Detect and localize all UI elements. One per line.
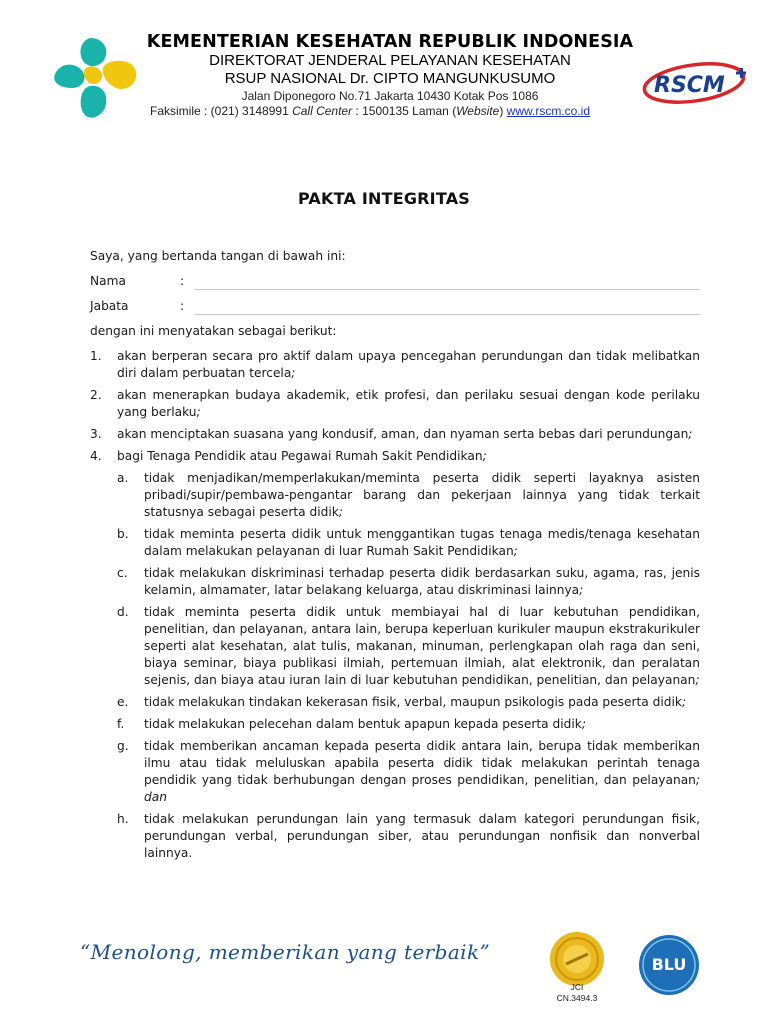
field-nama bbox=[90, 273, 700, 290]
item-number: 2. bbox=[90, 388, 102, 402]
subitem-letter: c. bbox=[117, 566, 128, 580]
subitem-text: tidak meminta peserta didik untuk membiayai hal di luar kebutuhan pendidikan, penelitian, dan pelayanan, antara lain, berupa keperluan kurikuler maupun ekstrakurikuler seperti alat kesehatan, alat tulis, makanan, minuman, perlengkapan olah raga dan seni, biaya seminar, biaya publikasi ilmiah, pertemuan ilmiah, alat elektronik, dan peralatan sejenis, dan biaya atau iuran lain di luar kebutuhan pendidikan, penelitian, dan pelayanan; bbox=[144, 605, 700, 687]
list-item bbox=[90, 348, 700, 382]
field-label-nama: Nama bbox=[90, 274, 126, 288]
jabatan-input-line[interactable] bbox=[195, 303, 700, 315]
subitem-text: tidak melakukan diskriminasi terhadap peserta didik berdasarkan suku, agama, ras, jenis kelamin, almamater, latar belakang keluarga, atau diskriminasi lainnya; bbox=[144, 566, 700, 597]
contact-suffix: ) bbox=[499, 104, 507, 118]
sub-list-item bbox=[117, 604, 700, 689]
sub-list-item bbox=[117, 738, 700, 806]
blu-logo bbox=[638, 934, 700, 996]
intro-text: Saya, yang bertanda tangan di bawah ini: bbox=[90, 249, 346, 263]
hospital-contact bbox=[150, 104, 640, 119]
ministry-name: KEMENTERIAN KESEHATAN REPUBLIK INDONESIA bbox=[146, 32, 634, 52]
subitem-text: tidak memberikan ancaman kepada peserta didik antara lain, berupa tidak memberikan ilmu atau tidak meluluskan apabila peserta didik tidak melakukan perintah tenaga pendidik yang tidak berhubungan dengan proses pendidikan, penelitian, dan pelayanan; dan bbox=[144, 739, 700, 804]
list-item bbox=[90, 387, 700, 421]
call-center-label: Call Center bbox=[292, 104, 353, 118]
field-label-jabatan: Jabata bbox=[90, 299, 129, 313]
jci-text: JCI bbox=[570, 982, 584, 992]
subitem-letter: d. bbox=[117, 605, 129, 619]
footer-motto: “Menolong, memberikan yang terbaik” bbox=[80, 940, 491, 964]
hospital-address: Jalan Diponegoro No.71 Jakarta 10430 Kotak Pos 1086 bbox=[241, 89, 539, 103]
list-item bbox=[90, 448, 700, 465]
item-number: 1. bbox=[90, 349, 102, 363]
letterhead bbox=[0, 0, 768, 130]
subitem-text: tidak melakukan perundungan lain yang termasuk dalam kategori perundungan fisik, perundungan verbal, perundungan siber, atau perundungan nonfisik dan nonverbal lainnya. bbox=[144, 812, 700, 860]
item-number: 3. bbox=[90, 427, 102, 441]
contact-prefix: Faksimile : (021) 3148991 bbox=[150, 104, 293, 118]
subitem-letter: a. bbox=[117, 471, 129, 485]
jci-seal-icon bbox=[548, 930, 606, 988]
rscm-logo bbox=[640, 56, 752, 106]
item-text: akan berperan secara pro aktif dalam upaya pencegahan perundungan dan tidak melibatkan diri dalam perbuatan tercela; bbox=[117, 349, 700, 380]
rscm-logo-text: RSCM bbox=[654, 73, 725, 98]
item-text: bagi Tenaga Pendidik atau Pegawai Rumah Sakit Pendidikan; bbox=[117, 449, 487, 463]
subitem-text: tidak menjadikan/memperlakukan/meminta peserta didik seperti layaknya asisten pribadi/supir/pembawa-pengantar barang dan pekerjaan lainnya yang tidak terkait statusnya sebagai peserta didik; bbox=[144, 471, 700, 519]
subitem-text: tidak melakukan tindakan kekerasan fisik, verbal, maupun psikologis pada peserta didik; bbox=[144, 695, 687, 709]
field-jabatan bbox=[90, 298, 700, 315]
blu-logo-text: BLU bbox=[651, 955, 687, 974]
contact-mid: : 1500135 Laman ( bbox=[352, 104, 457, 118]
sub-list-item bbox=[117, 565, 700, 599]
subitem-text: tidak melakukan pelecehan dalam bentuk apapun kepada peserta didik; bbox=[144, 717, 586, 731]
website-link[interactable]: www.rscm.co.id bbox=[506, 104, 591, 118]
declaration-text: dengan ini menyatakan sebagai berikut: bbox=[90, 324, 337, 338]
subitem-letter: e. bbox=[117, 695, 129, 709]
field-colon: : bbox=[180, 299, 185, 313]
document-title: PAKTA INTEGRITAS bbox=[297, 189, 471, 208]
hospital-name: RSUP NASIONAL Dr. CIPTO MANGUNKUSUMO bbox=[224, 70, 556, 87]
document-body bbox=[90, 248, 700, 867]
nama-input-line[interactable] bbox=[195, 278, 700, 290]
letterhead-text bbox=[140, 32, 640, 119]
item-number: 4. bbox=[90, 449, 102, 463]
subitem-letter: h. bbox=[117, 812, 129, 826]
directorate-name: DIREKTORAT JENDERAL PELAYANAN KESEHATAN bbox=[209, 52, 571, 69]
subitem-text: tidak meminta peserta didik untuk menggantikan tugas tenaga medis/tenaga kesehatan dalam melakukan pelayanan di luar Rumah Sakit Pendidikan; bbox=[144, 527, 700, 558]
sub-list-item bbox=[117, 716, 700, 733]
sub-list-item bbox=[117, 694, 700, 711]
sub-list-item bbox=[117, 526, 700, 560]
field-colon: : bbox=[180, 274, 185, 288]
item-text: akan menerapkan budaya akademik, etik profesi, dan perilaku sesuai dengan kode perilaku yang berlaku; bbox=[117, 388, 700, 419]
kemenkes-logo bbox=[50, 34, 140, 124]
jci-number: CN.3494.3 bbox=[556, 993, 598, 1003]
item-text: akan menciptakan suasana yang kondusif, aman, dan nyaman serta bebas dari perundungan; bbox=[117, 427, 693, 441]
website-label: Website bbox=[456, 104, 500, 118]
list-item bbox=[90, 426, 700, 443]
jci-label bbox=[548, 982, 606, 1004]
subitem-letter: g. bbox=[117, 739, 129, 753]
sub-list-item bbox=[117, 811, 700, 862]
sub-list-item bbox=[117, 470, 700, 521]
subitem-letter: b. bbox=[117, 527, 129, 541]
subitem-letter: f. bbox=[117, 717, 125, 731]
